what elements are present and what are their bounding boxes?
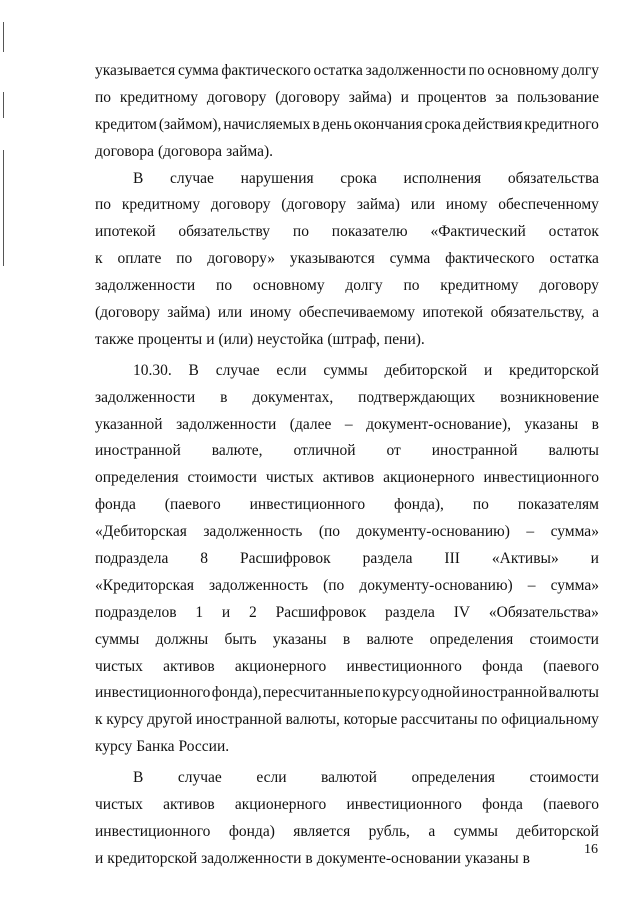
text-line: по кредитному договору (договору займа) и процентов за пользование	[95, 88, 599, 106]
paragraph	[95, 765, 599, 873]
text-line: 10.30. В случае если суммы дебиторской и кредиторской	[133, 361, 599, 379]
document-body	[95, 58, 599, 873]
text-line: указанной задолженности (далее – документ-основание), указаны в	[95, 415, 599, 433]
text-line: В случае если валютой определения стоимости	[133, 769, 599, 787]
paragraph	[95, 358, 599, 761]
text-line: «Кредиторская задолженность (по документу-основанию) – сумма»	[95, 576, 599, 594]
text-line: ипотекой обязательству по показателю «Фактический остаток	[95, 223, 599, 241]
text-line: кредитом (займом), начисляемых в день окончания срока действия кредитного	[95, 115, 599, 133]
text-line: подразделов 1 и 2 Расшифровок раздела IV «Обязательства»	[95, 603, 599, 621]
page-number: 16	[584, 842, 598, 857]
text-line: и кредиторской задолженности в документе-основании указаны в	[95, 849, 530, 867]
text-line: к курсу другой иностранной валюты, которые рассчитаны по официальному	[95, 711, 599, 729]
scan-margin-mark	[3, 150, 4, 266]
scan-margin-mark	[3, 22, 4, 52]
text-line: «Дебиторская задолженность (по документу-основанию) – сумма»	[95, 523, 599, 541]
text-line: указывается сумма фактического остатка задолженности по основному долгу	[95, 62, 599, 79]
text-line: также проценты и (или) неустойка (штраф, пени).	[95, 330, 425, 348]
text-line: фонда (паевого инвестиционного фонда), по показателям	[95, 496, 599, 514]
text-line: В случае нарушения срока исполнения обязательства	[133, 169, 599, 187]
text-line: задолженности по основному долгу по кредитному договору	[95, 277, 599, 295]
text-line: инвестиционного фонда), пересчитанные по курсу одной иностранной валюты	[95, 684, 599, 702]
text-line: определения стоимости чистых активов акционерного инвестиционного	[95, 469, 599, 487]
text-line: чистых активов акционерного инвестиционного фонда (паевого	[95, 657, 599, 675]
text-line: (договору займа) или иному обеспечиваемому ипотекой обязательству, а	[95, 304, 599, 322]
text-line: чистых активов акционерного инвестиционного фонда (паевого	[95, 796, 599, 814]
text-line: иностранной валюте, отличной от иностранной валюты	[95, 442, 599, 460]
text-line: суммы должны быть указаны в валюте определения стоимости	[95, 630, 599, 648]
text-line: договора (договора займа).	[95, 142, 273, 160]
text-line: задолженности в документах, подтверждающих возникновение	[95, 388, 599, 406]
text-line: инвестиционного фонда) является рубль, а суммы дебиторской	[95, 822, 599, 840]
text-line: курсу Банка России.	[95, 738, 230, 756]
text-line: к оплате по договору» указываются сумма фактического остатка	[95, 250, 599, 268]
text-line: подраздела 8 Расшифровок раздела III «Активы» и	[95, 550, 599, 568]
paragraph	[95, 58, 599, 166]
scan-margin-mark	[3, 92, 4, 118]
paragraph	[95, 166, 599, 354]
text-line: по кредитному договору (договору займа) или иному обеспеченному	[95, 196, 599, 214]
